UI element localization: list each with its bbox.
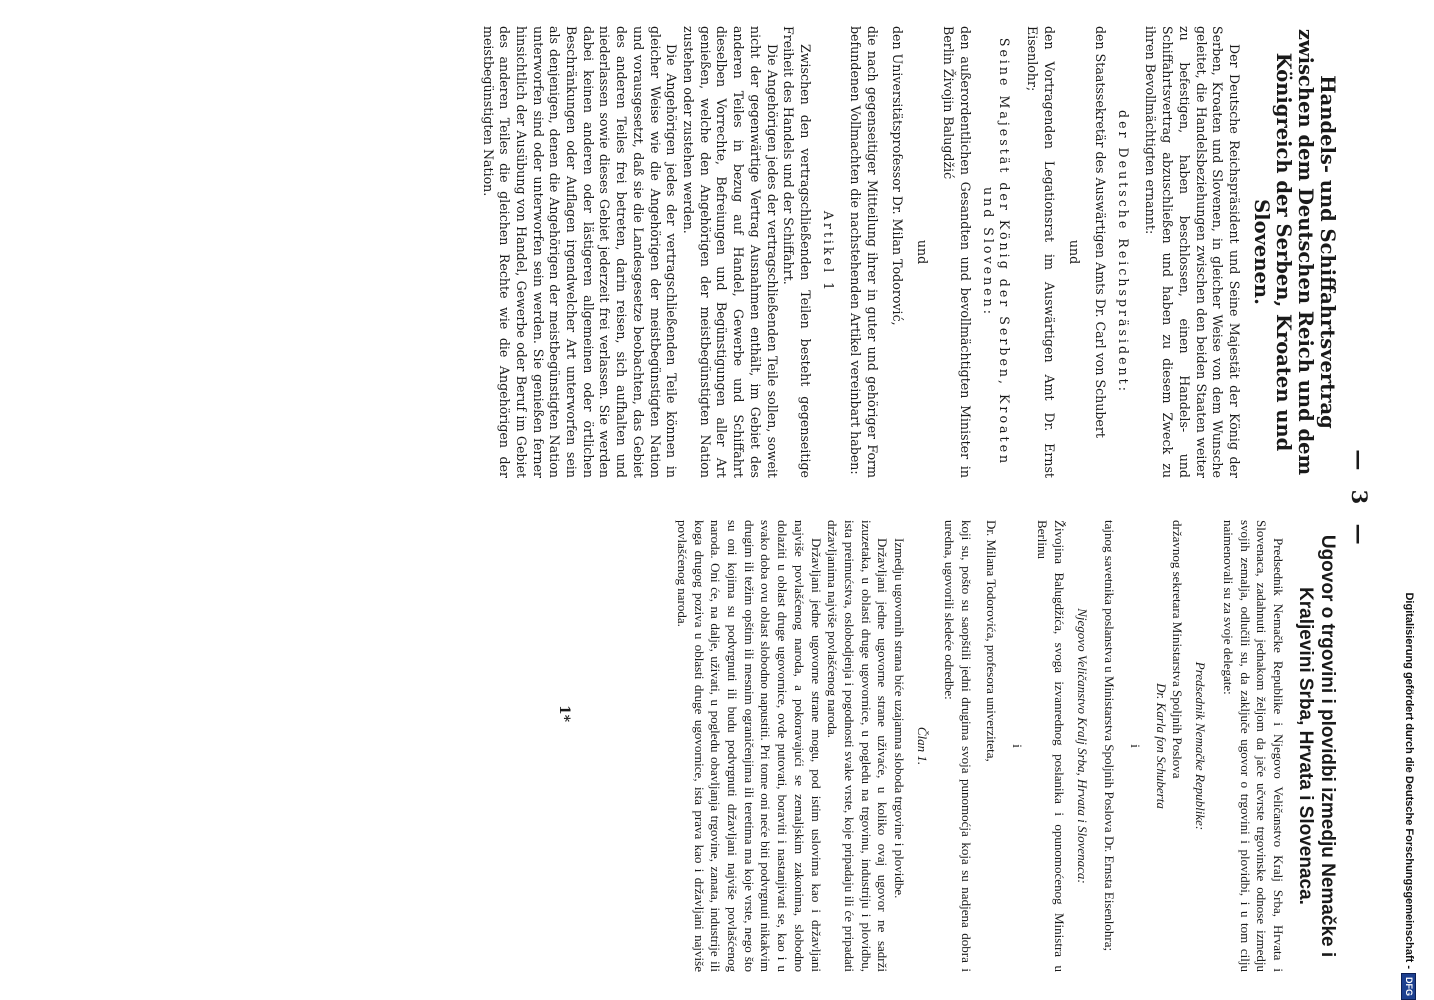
serbian-article-p1: Izmedju ugovornih strana biće uzajamna sloboda trgovine i plovidbe.	[892, 538, 908, 899]
serbian-article-p3: Državljani jedne ugovorne strane mogu, pod istim uslovima kao i državljani najviše povlašćenog naroda, a pokoravajući se zemaljskim zakonima, slobodno dolaziti u oblast druge ugovornice, ovde putovati, boraviti i nastanjivati se, kao i u svako doba ovu oblast slobodno napustiti. Pri tome oni neće biti podvrgnuti nikakvim drugim ili težim opštim ili mesnim ograničenjima ili teretima ma koje vrste, nego što su oni kojima su podvrgnuti ili budu podvrgnuti državljani najviše povlašćenog naroda. Oni će, na dalje, uživati, u pogledu obavljanja trgovine, zanata, industrije ili koga drugog poziva u oblasti druge ugovornice, ista prava kao i državljani najviše povlašćenog naroda.	[674, 520, 824, 972]
german-und-1: und	[1067, 239, 1083, 265]
german-rep-2: den Vortragenden Legationsrat im Auswärtigen Amt Dr. Ernst Eisenlohr;	[1024, 26, 1057, 478]
serbian-article-p2: Državljani jedne ugovorne strane uživaće, u koliko ovaj ugovor ne sadrži izuzetaka, u oblasti druge ugovornice, u pogledu na trgovinu, industriju i plovidbu, ista preimućstva, oslobodjenja i pogodnosti svake vrste, koje pripadaju ili će pripadati državljanima najviše povlašćenog naroda.	[825, 520, 891, 972]
german-rep-4: den Universitätsprofessor Dr. Milan Todorović,	[889, 26, 905, 326]
credit-line	[1399, 0, 1419, 1000]
german-article-p1: Zwischen den vertragschließenden Teilen besteht gegenseitige Freiheit des Handels und der Schiffahrt.	[781, 26, 813, 478]
german-closing: die nach gegenseitiger Mitteilung ihrer in guter und gehöriger Form befundenen Vollmachten die nachstehenden Artikel vereinbart haben:	[848, 26, 881, 478]
serbian-rep-2: tajnog savetnika poslanstva u Ministarstva Spoljnih Poslova Dr. Ernsta Eisenlohra;	[1102, 520, 1118, 952]
credit-text: Digitalisierung gefördert durch die Deutsche Forschungsgemeinschaft -	[1403, 592, 1415, 969]
german-title: Handels- und Schiffahrtsvertrag zwischen dem Deutschen Reich und dem Königreich der Serben, Kroaten und Slovenen.	[1250, 28, 1339, 476]
serbian-column	[673, 520, 1338, 972]
signature-mark: 1*	[556, 705, 572, 723]
german-article-p3: Die Angehörigen jedes der vertragschließenden Teile können in gleicher Weise wie die Angehörigen der meistbegünstigten Nation und vorausgesetzt, daß sie die Landesgesetze beobachten, das Gebiet des anderen Teiles frei betreten, darin reisen, sich aufhalten und niederlassen sowie dieses Gebiet jederzeit frei verlassen. Sie werden dabei keinen anderen oder lästigeren allgemeinen oder örtlichen Beschränkungen oder Auflagen irgendwelcher Art unterworfen sein als denjenigen, denen die Angehörigen der meistbegünstigten Nation unterworfen sind oder unterworfen sein werden. Sie genießen ferner hinsichtlich der Ausübung von Handel, Gewerbe oder Beruf im Gebiet des anderen Teiles die gleichen Rechte wie die Angehörigen der meistbegünstigten Nation.	[480, 26, 680, 478]
serbian-rep-3: Živojina Balugdžića, svoga izvanrednog poslanika i opunomoćenog Ministra u Berlinu	[1035, 520, 1067, 972]
serbian-rep-4: Dr. Milana Todorovića, profesora univerziteta,	[983, 520, 999, 762]
german-article-p2: Die Angehörigen jedes der vertragschließenden Teile sollen, soweit nicht der gegenwärtige Vertrag Ausnahmen enthält, im Gebiet des anderen Teiles in bezug auf Handel, Gewerbe und Schiffahrt dieselben Vorrechte, Befreiungen und Begünstigungen aller Art genießen, welche den Angehörigen der meistbegünstigten Nation zustehen oder zustehen werden.	[681, 26, 780, 478]
german-article-heading: Artikel 1	[820, 210, 836, 294]
dfg-logo-icon: DFG	[1401, 973, 1416, 1000]
page-number: — 3 —	[1347, 449, 1372, 551]
serbian-rep-1a: državnog sekretara Ministarstva Spoljnih Poslova	[1170, 520, 1186, 779]
german-column	[479, 26, 1338, 478]
german-party-2: Seine Majestät der König der Serben, Kroaten und Slovenen:	[980, 37, 1013, 467]
serbian-party-2: Njegovo Veličanstvo Kralj Srba, Hrvata i Slovenaca:	[1074, 608, 1090, 884]
serbian-i-2: i	[1009, 744, 1025, 748]
german-party-1: der Deutsche Reichspräsident:	[1115, 110, 1131, 394]
german-und-2: und	[915, 239, 931, 265]
serbian-rep-1b: Dr. Karla fon Schuberta	[1153, 683, 1169, 809]
serbian-i-1: i	[1128, 744, 1144, 748]
serbian-party-1: Predsednik Nemačke Republike:	[1193, 661, 1209, 831]
german-intro: Der Deutsche Reichspräsident und Seine Majestät der König der Serben, Kroaten und Slovenen, in gleicher Weise von dem Wunsche geleitet, die Handelsbeziehungen zwischen den beiden Staaten weiter zu befestigen, haben beschlossen, einen Handels- und Schiffahrtsvertrag abzuschließen und haben zu diesem Zweck zu ihren Bevollmächtigten ernannt:	[1143, 26, 1242, 478]
serbian-intro: Predsednik Nemačke Republike i Njegovo Veličanstvo Kralj Srba, Hrvata i Slovenaca, zadahnuti jednakom željom da jače učvrste trgovinske odnose izmedju svojih zemalja, odlučili su, da zaključe ugovor o trgovini i plovidbi, i u tom cilju naimenovali su za svoje delegate:	[1220, 520, 1286, 972]
serbian-title: Ugovor o trgovini i plovidbi izmedju Nemačke i Kraljevini Srba, Hrvata i Slovenaca.	[1295, 534, 1338, 958]
serbian-closing: koji su, pošto su saopštili jedni drugima svoja punomoćja koja su nadjena dobra i uredna, ugovorili sledeće odredbe:	[942, 520, 975, 972]
serbian-article-heading: Član 1.	[914, 726, 930, 766]
german-rep-1: den Staatssekretär des Auswärtigen Amts Dr. Carl von Schubert	[1093, 26, 1109, 438]
german-rep-3: den außerordentlichen Gesandten und bevollmächtigten Minister in Berlin Živojin Balugdžić	[941, 26, 973, 478]
credit-strip	[1399, 0, 1419, 1000]
